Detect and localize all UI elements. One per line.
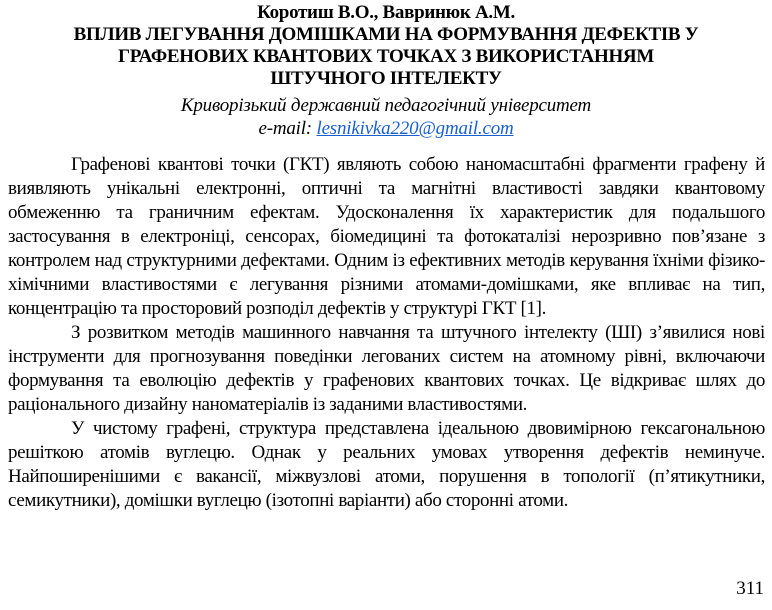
- title-line-3: ШТУЧНОГО ІНТЕЛЕКТУ: [270, 68, 502, 89]
- paper-title: [0, 24, 772, 90]
- email-line: [0, 118, 772, 140]
- email-label: e-mail:: [258, 118, 317, 139]
- email-link[interactable]: lesnikivka220@gmail.com: [316, 118, 514, 139]
- paragraph-1: Графенові квантові точки (ГКТ) являють собою наномасштабні фрагменти графену й виявляють унікальні електронні, оптичні та магнітні властивості завдяки квантовому обмеженню та граничним ефектам. Удосконалення їх характеристик для подальшого застосування в електроніці, сенсорах, біомедицині та фотокаталізі нерозривно пов’язане з контролем над структурними дефектами. Одним із ефективних методів керування їхніми фізико-хімічними властивостями є легування різними атомами-домішками, яке впливає на тип, концентрацію та просторовий розподіл дефектів у структурі ГКТ [1].: [8, 154, 765, 319]
- paragraph-2: З розвитком методів машинного навчання та штучного інтелекту (ШІ) з’явилися нові інструменти для прогнозування поведінки легованих систем на атомному рівні, включаючи формування та еволюцію дефектів у графенових квантових точках. Це відкриває шлях до раціонального дизайну наноматеріалів із заданими властивостями.: [8, 322, 765, 415]
- affiliation: Криворізький державний педагогічний університет: [180, 95, 592, 116]
- title-line-2: ГРАФЕНОВИХ КВАНТОВИХ ТОЧКАХ З ВИКОРИСТАННЯМ: [118, 46, 654, 67]
- paper-header: [0, 2, 772, 140]
- body-text: [8, 153, 765, 513]
- authors: Коротиш В.О., Вавринюк А.М.: [257, 2, 515, 23]
- title-line-1: ВПЛИВ ЛЕГУВАННЯ ДОМІШКАМИ НА ФОРМУВАННЯ ДЕФЕКТІВ У: [73, 24, 699, 45]
- paragraph-3: У чистому графені, структура представлена ідеальною двовимірною гексагональною решіткою атомів вуглецю. Однак у реальних умовах утворення дефектів неминуче. Найпоширенішими є вакансії, міжвузлові атоми, порушення в топології (п’ятикутники, семикутники), домішки вуглецю (ізотопні варіанти) або сторонні атоми.: [8, 418, 765, 511]
- page-number: 311: [736, 578, 764, 599]
